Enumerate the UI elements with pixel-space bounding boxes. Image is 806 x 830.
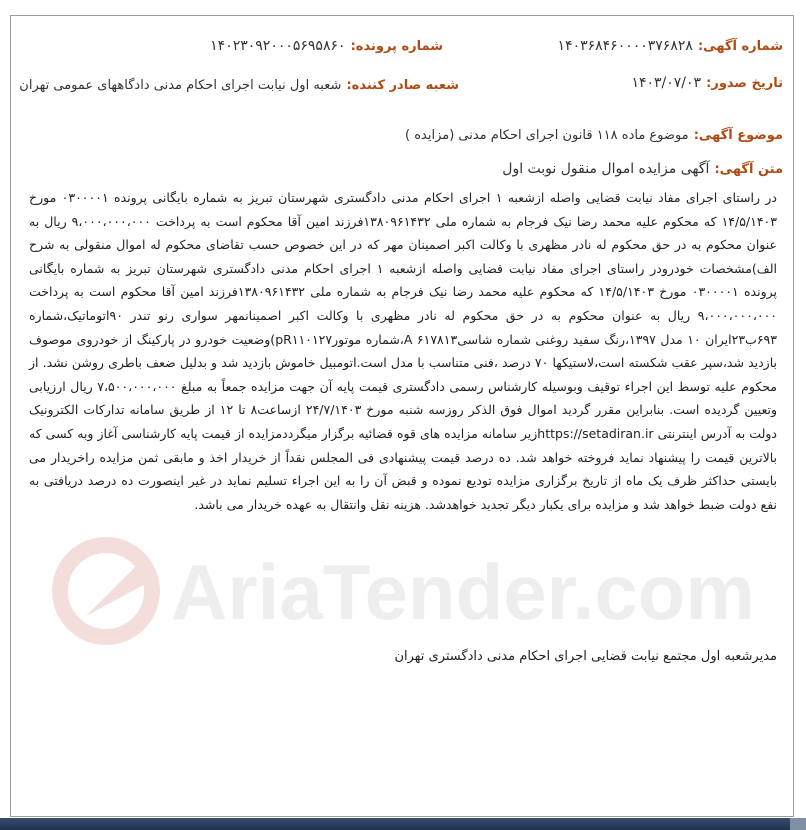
- issue-date-field: [631, 72, 783, 91]
- ad-text-field: [502, 158, 783, 177]
- subject-value: موضوع ماده ۱۱۸ قانون اجرای احکام مدنی (مزایده ): [405, 128, 689, 143]
- notice-document: [10, 15, 794, 817]
- signature-line: مدیرشعبه اول مجتمع نیابت قضایی اجرای احکام مدنی دادگستری تهران: [394, 649, 777, 664]
- case-number-field: [210, 35, 443, 54]
- issuer-value: شعبه اول نیابت اجرای احکام مدنی دادگاههای عمومی تهران: [19, 78, 342, 93]
- ad-number-label: شماره آگهی:: [697, 39, 783, 54]
- watermark-text: AriaTender.com: [171, 548, 755, 636]
- notice-body: [29, 186, 777, 516]
- ad-number-field: [558, 35, 783, 54]
- watermark-emblem-icon: [60, 545, 152, 637]
- subject-label: موضوع آگهی:: [693, 128, 783, 143]
- issuer-field: [19, 74, 459, 93]
- subject-field: [405, 124, 783, 143]
- window-bottom-bar: [0, 818, 806, 830]
- ad-number-value: ۱۴۰۳۶۸۴۶۰۰۰۰۳۷۶۸۲۸: [557, 38, 693, 54]
- issue-date-label: تاریخ صدور:: [706, 76, 783, 91]
- case-number-label: شماره پرونده:: [350, 39, 443, 54]
- notice-body-paragraph: در راستای اجرای مفاد نیابت قضایی واصله ازشعبه ۱ اجرای احکام مدنی دادگستری شهرستان تبریز به شماره بایگانی پرونده ۰۳۰۰۰۰۱ مورخ ۱۴/۵/۱۴۰۳ که محکوم علیه محمد رضا نیک فرجام به شماره ملی ۱۳۸۰۹۶۱۴۳۲فرزند امین آقا محکوم است به پرداخت ۹،۰۰۰،۰۰۰،۰۰۰ ریال به عنوان محکوم به در حق محکوم له نادر مظهری با وکالت اکبر اصمینان مهر که در این خصوص حسب تقاضای محکوم له اموال منقولی به شرح الف)مشخصات خودرودر راستای اجرای مفاد نیابت قضایی واصله ازشعبه ۱ اجرای احکام مدنی دادگستری شهرستان تبریز به شماره بایگانی پرونده ۰۳۰۰۰۰۱ مورخ ۱۴/۵/۱۴۰۳ که محکوم علیه محمد رضا نیک فرجام به شماره ملی ۱۳۸۰۹۶۱۴۳۲فرزند امین آقا محکوم است به پرداخت ۹،۰۰۰،۰۰۰،۰۰۰ ریال به عنوان محکوم به در حق محکوم له نادر مظهری با وکالت اکبر اصمینانمهر سواری رنو تندر ۹۰اتوماتیک،شماره ۶۹۳ب۲۳ایران ۱۰ مدل ۱۳۹۷،رنگ سفید روغنی شماره شاسی۶۱۷۸۱۳ A،شماره موتورpR۱۱۰۱۲۷)وضعیت خودرو در پارکینگ از خودروی موصوف بازدید شد،سپر عقب شکسته است،لاستیکها ۷۰ درصد ،فنی متناسب با مدل است.اتومبیل خاموش بازدید شد و بدلیل ضعف باطری روشن نشد. از محکوم علیه توسط این اجراء توقیف وبوسیله کارشناس رسمی دادگستری قیمت پایه آن جهت مزایده جمعاً به مبلغ ۷،۵۰۰،۰۰۰،۰۰۰ ریال ارزیابی وتعیین گردیده است. بنابراین مقرر گردید اموال فوق الذکر روزسه شنبه مورخ ۲۴/۷/۱۴۰۳ ازساعت۸ تا ۱۲ از طریق سامانه تدارکات الکترونیک دولت به آدرس اینترنتی https://setadiran.irزیر سامانه مزایده های قوه قضائیه برگزار میگرددمزایده از قیمت پایه کارشناسی آغاز وبه کسی که بالاترین قیمت را پیشنهاد نماید فروخته خواهد شد. ده درصد قیمت پیشنهادی فی المجلس نقداً از خریدار اخذ و مابقی ثمن مزایده راخریدار می بایستی حداکثر ظرف یک ماه از تاریخ برگزاری مزایده تودیع نموده و قبض آن را به این اجراء تسلیم نماید در غیر اینصورت ده درصد دریافتی به نفع دولت ضبط خواهد شد و مزایده برای یکبار دیگر تجدید خواهدشد. هزینه نقل وانتقال به عهده خریدار می باشد.: [29, 190, 778, 512]
- case-number-value: ۱۴۰۲۳۰۹۲۰۰۰۵۶۹۵۸۶۰: [210, 38, 346, 54]
- ad-text-title: آگهی مزایده اموال منقول نوبت اول: [502, 161, 710, 177]
- issue-date-value: ۱۴۰۳/۰۷/۰۳: [631, 75, 702, 91]
- scrollbar-corner[interactable]: [790, 818, 806, 830]
- issuer-label: شعبه صادر کننده:: [346, 78, 459, 93]
- ad-text-label: متن آگهی:: [714, 162, 783, 177]
